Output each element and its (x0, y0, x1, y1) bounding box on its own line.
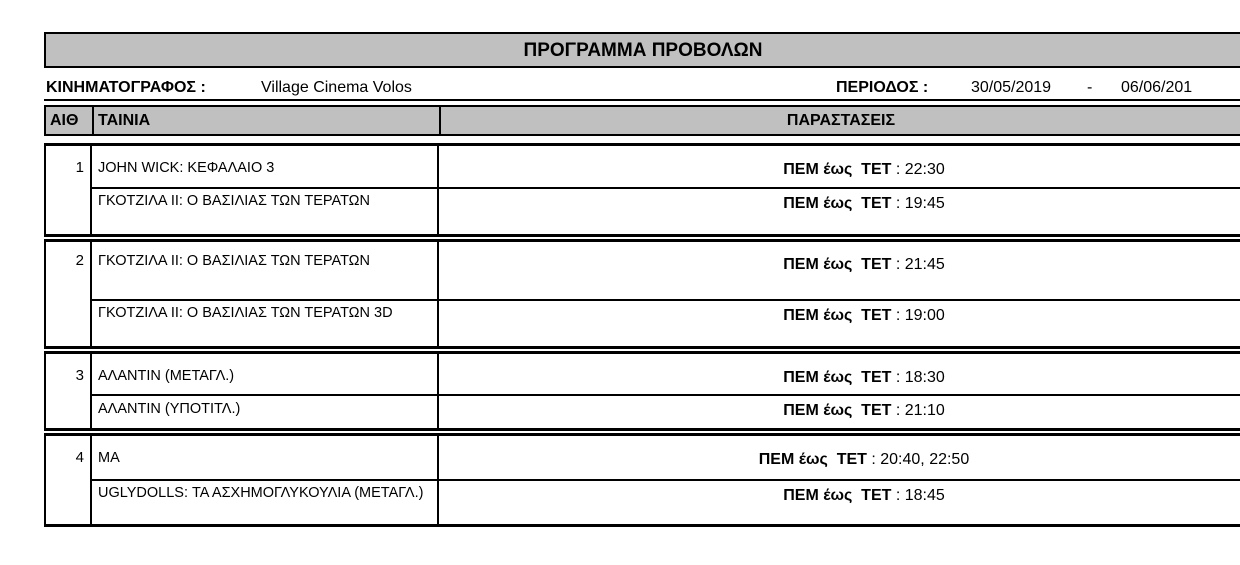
movie-title: ΑΛΑΝΤΙΝ (ΜΕΤΑΓΛ.) (98, 368, 235, 384)
info-divider (44, 99, 1240, 101)
period-label: ΠΕΡΙΟΔΟΣ : (836, 79, 929, 96)
showtime-times: : 22:30 (891, 161, 945, 178)
table-row (92, 436, 1240, 479)
showtime-times: : 21:10 (891, 402, 945, 419)
showtime-days: ΠΕΜ έως ΤΕΤ (783, 402, 892, 419)
showtime-days: ΠΕΜ έως ΤΕΤ (758, 451, 867, 468)
cinema-name: Village Cinema Volos (261, 79, 412, 96)
table-row (92, 301, 1240, 347)
header-divider-1 (92, 107, 94, 134)
movie-title: ΓΚΟΤΖΙΛΑ II: Ο ΒΑΣΙΛΙΑΣ ΤΩΝ ΤΕΡΑΤΩΝ 3D (98, 305, 393, 321)
hall-number: 4 (75, 449, 84, 466)
showtimes (488, 307, 1240, 325)
showtime-times: : 19:45 (891, 195, 945, 212)
period-separator: - (1087, 79, 1093, 96)
hall-group (44, 143, 1240, 237)
header-divider-2 (439, 107, 441, 134)
hall-number: 1 (75, 159, 84, 176)
hall-number: 3 (75, 367, 84, 384)
movie-title: ΓΚΟΤΖΙΛΑ II: Ο ΒΑΣΙΛΙΑΣ ΤΩΝ ΤΕΡΑΤΩΝ (98, 253, 370, 269)
showtimes (488, 195, 1240, 213)
movie-title: ΜΑ (98, 450, 120, 466)
table-row (92, 189, 1240, 235)
showtimes (488, 369, 1240, 387)
header-hall: ΑΙΘ (50, 112, 79, 129)
table-row (92, 481, 1240, 525)
schedule-title: ΠΡΟΓΡΑΜΜΑ ΠΡΟΒΟΛΩΝ (44, 32, 1240, 68)
showtime-days: ΠΕΜ έως ΤΕΤ (783, 195, 892, 212)
movie-title: UGLYDOLLS: ΤΑ ΑΣΧΗΜΟΓΛΥΚΟΥΛΙΑ (ΜΕΤΑΓΛ.) (98, 485, 424, 501)
table-row (92, 242, 1240, 299)
table-row (92, 354, 1240, 394)
table-header (44, 105, 1240, 136)
hall-number: 2 (75, 252, 84, 269)
showtime-days: ΠΕΜ έως ΤΕΤ (783, 487, 892, 504)
header-movie: ΤΑΙΝΙΑ (98, 112, 151, 129)
showtime-days: ΠΕΜ έως ΤΕΤ (783, 307, 892, 324)
showtime-times: : 18:30 (891, 369, 945, 386)
header-shows: ΠΑΡΑΣΤΑΣΕΙΣ (786, 112, 896, 129)
hall-group (44, 433, 1240, 527)
hall-group (44, 239, 1240, 349)
showtime-times: : 19:00 (891, 307, 945, 324)
showtimes (488, 161, 1240, 179)
table-row (92, 146, 1240, 187)
group-left-border (44, 354, 46, 428)
hall-group (44, 351, 1240, 431)
showtimes (488, 487, 1240, 505)
showtime-days: ΠΕΜ έως ΤΕΤ (783, 369, 892, 386)
period-to: 06/06/201 (1121, 79, 1193, 96)
cinema-label: ΚΙΝΗΜΑΤΟΓΡΑΦΟΣ : (46, 79, 206, 96)
showtimes (488, 402, 1240, 420)
showtimes (488, 256, 1240, 274)
showtime-times: : 18:45 (891, 487, 945, 504)
movie-title: JOHN WICK: ΚΕΦΑΛΑΙΟ 3 (98, 160, 275, 176)
table-row (92, 396, 1240, 429)
showtimes (488, 451, 1240, 469)
movie-title: ΑΛΑΝΤΙΝ (ΥΠΟΤΙΤΛ.) (98, 401, 241, 417)
period-from: 30/05/2019 (971, 79, 1052, 96)
showtime-days: ΠΕΜ έως ΤΕΤ (783, 161, 892, 178)
showtime-times: : 21:45 (891, 256, 945, 273)
showtime-days: ΠΕΜ έως ΤΕΤ (783, 256, 892, 273)
movie-title: ΓΚΟΤΖΙΛΑ II: Ο ΒΑΣΙΛΙΑΣ ΤΩΝ ΤΕΡΑΤΩΝ (98, 193, 370, 209)
showtime-times: : 20:40, 22:50 (866, 451, 970, 468)
